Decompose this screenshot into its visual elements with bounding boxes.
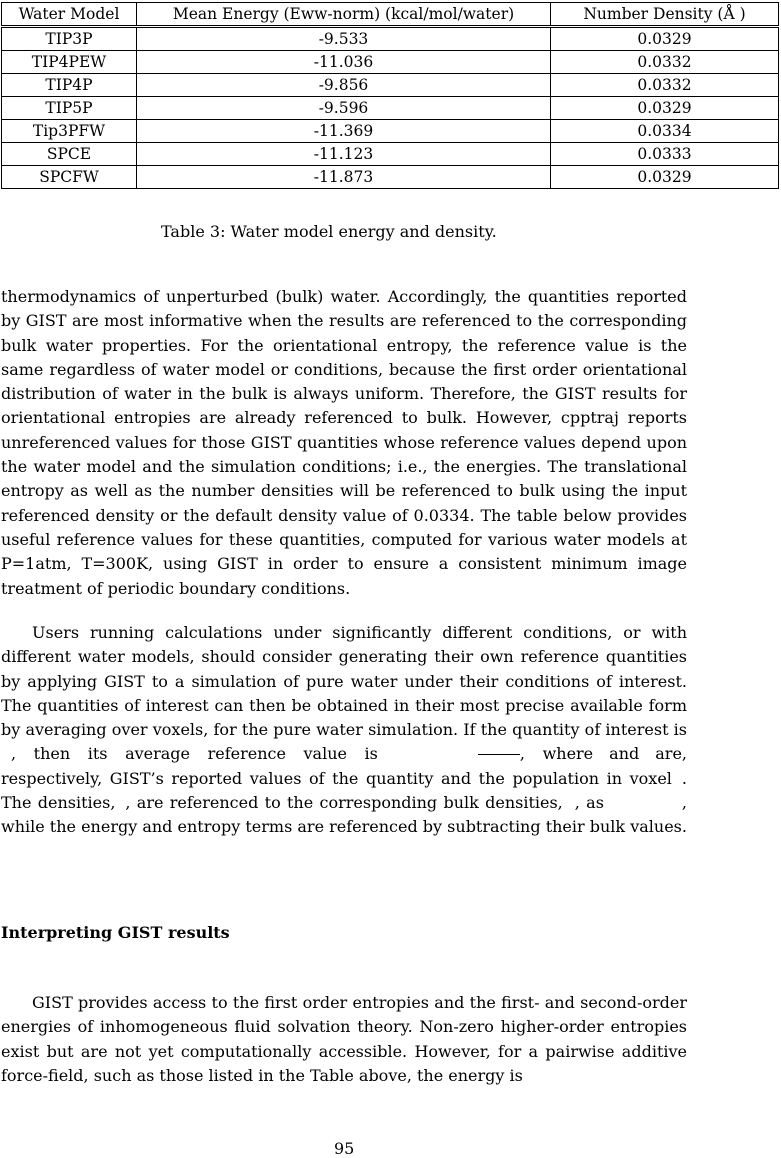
table-header-row: [2, 3, 779, 27]
cell-mean-energy: -11.873: [137, 166, 551, 189]
p2-text-5: and: [609, 744, 640, 764]
table-row: [2, 143, 779, 166]
p2-text-8: , are referenced to the corresponding bulk densities,: [125, 793, 563, 813]
cell-water-model: TIP4P: [2, 74, 137, 97]
col-header-mean-energy: Mean Energy (Eww-norm) (kcal/mol/water): [137, 3, 551, 27]
cell-number-density: 0.0334: [551, 120, 779, 143]
table-row: [2, 97, 779, 120]
water-model-table: [1, 2, 779, 189]
cell-mean-energy: -11.123: [137, 143, 551, 166]
cell-water-model: SPCE: [2, 143, 137, 166]
cell-mean-energy: -11.369: [137, 120, 551, 143]
cell-mean-energy: -9.856: [137, 74, 551, 97]
cell-number-density: 0.0329: [551, 97, 779, 120]
table-caption: Table 3: Water model energy and density.: [161, 222, 497, 241]
col-header-water-model: Water Model: [2, 3, 137, 27]
cell-number-density: 0.0333: [551, 143, 779, 166]
section-heading: Interpreting GIST results: [1, 923, 230, 942]
cell-mean-energy: -9.533: [137, 27, 551, 51]
p2-text-2: , then its average reference value is: [11, 744, 378, 764]
cell-number-density: 0.0329: [551, 27, 779, 51]
page-number: 95: [334, 1139, 355, 1158]
cell-number-density: 0.0332: [551, 51, 779, 74]
cell-water-model: TIP4PEW: [2, 51, 137, 74]
table-row: [2, 51, 779, 74]
table-row: [2, 27, 779, 51]
p2-text-4: where: [542, 744, 594, 764]
paragraph-bulk-reference: thermodynamics of unperturbed (bulk) water. Accordingly, the quantities reported by GIST are most informative when the results are referenced to the corresponding bulk water properties. For the orientational entropy, the reference value is the same regardless of water model or conditions, because the first order orientational distribution of water in the bulk is always uniform. Therefore, the GIST results for orientational entropies are already referenced to bulk. However, cpptraj reports unreferenced values for those GIST quantities whose reference values depend upon the water model and the simulation conditions; i.e., the energies. The translational entropy as well as the number densities will be referenced to bulk using the input referenced density or the default density value of 0.0334. The table below provides useful reference values for these quantities, computed for various water models at P=1atm, T=300K, using GIST in order to ensure a consistent minimum image treatment of periodic boundary conditions.: [1, 287, 687, 598]
cell-mean-energy: -11.036: [137, 51, 551, 74]
col-header-number-density: Number Density (Å ): [551, 3, 779, 27]
fraction-bar: [478, 754, 520, 755]
p2-text-6: are, respectively, GIST’s reported values of the quantity and the population in voxel: [1, 744, 687, 788]
p2-text-9: , as: [574, 793, 604, 813]
table-row: [2, 74, 779, 97]
p2-text-3: ,: [519, 744, 525, 764]
p2-text-10: , while the energy and entropy terms are referenced by subtracting their bulk values.: [1, 793, 688, 837]
p2-text-1: Users running calculations under significantly different conditions, or with different water models, should consider generating their own reference quantities by applying GIST to a simulation of pure water under their conditions of interest. The quantities of interest can then be obtained in their most precise available form by averaging over voxels, for the pure water simulation. If the quantity of interest is: [1, 623, 687, 740]
cell-mean-energy: -9.596: [137, 97, 551, 120]
cell-water-model: Tip3PFW: [2, 120, 137, 143]
paragraph-reference-quantities: [1, 621, 687, 840]
p2-text-7: . The densities,: [1, 768, 687, 813]
paragraph-gist-interpretation: GIST provides access to the first order entropies and the first- and second-order energies of inhomogeneous fluid solvation theory. Non-zero higher-order entropies exist but are not yet computationally accessible. However, for a pairwise additive force-field, such as those listed in the Table above, the energy is: [1, 993, 687, 1085]
table-row: [2, 120, 779, 143]
cell-number-density: 0.0329: [551, 166, 779, 189]
cell-water-model: SPCFW: [2, 166, 137, 189]
cell-water-model: TIP5P: [2, 97, 137, 120]
cell-number-density: 0.0332: [551, 74, 779, 97]
cell-water-model: TIP3P: [2, 27, 137, 51]
table-row: [2, 166, 779, 189]
